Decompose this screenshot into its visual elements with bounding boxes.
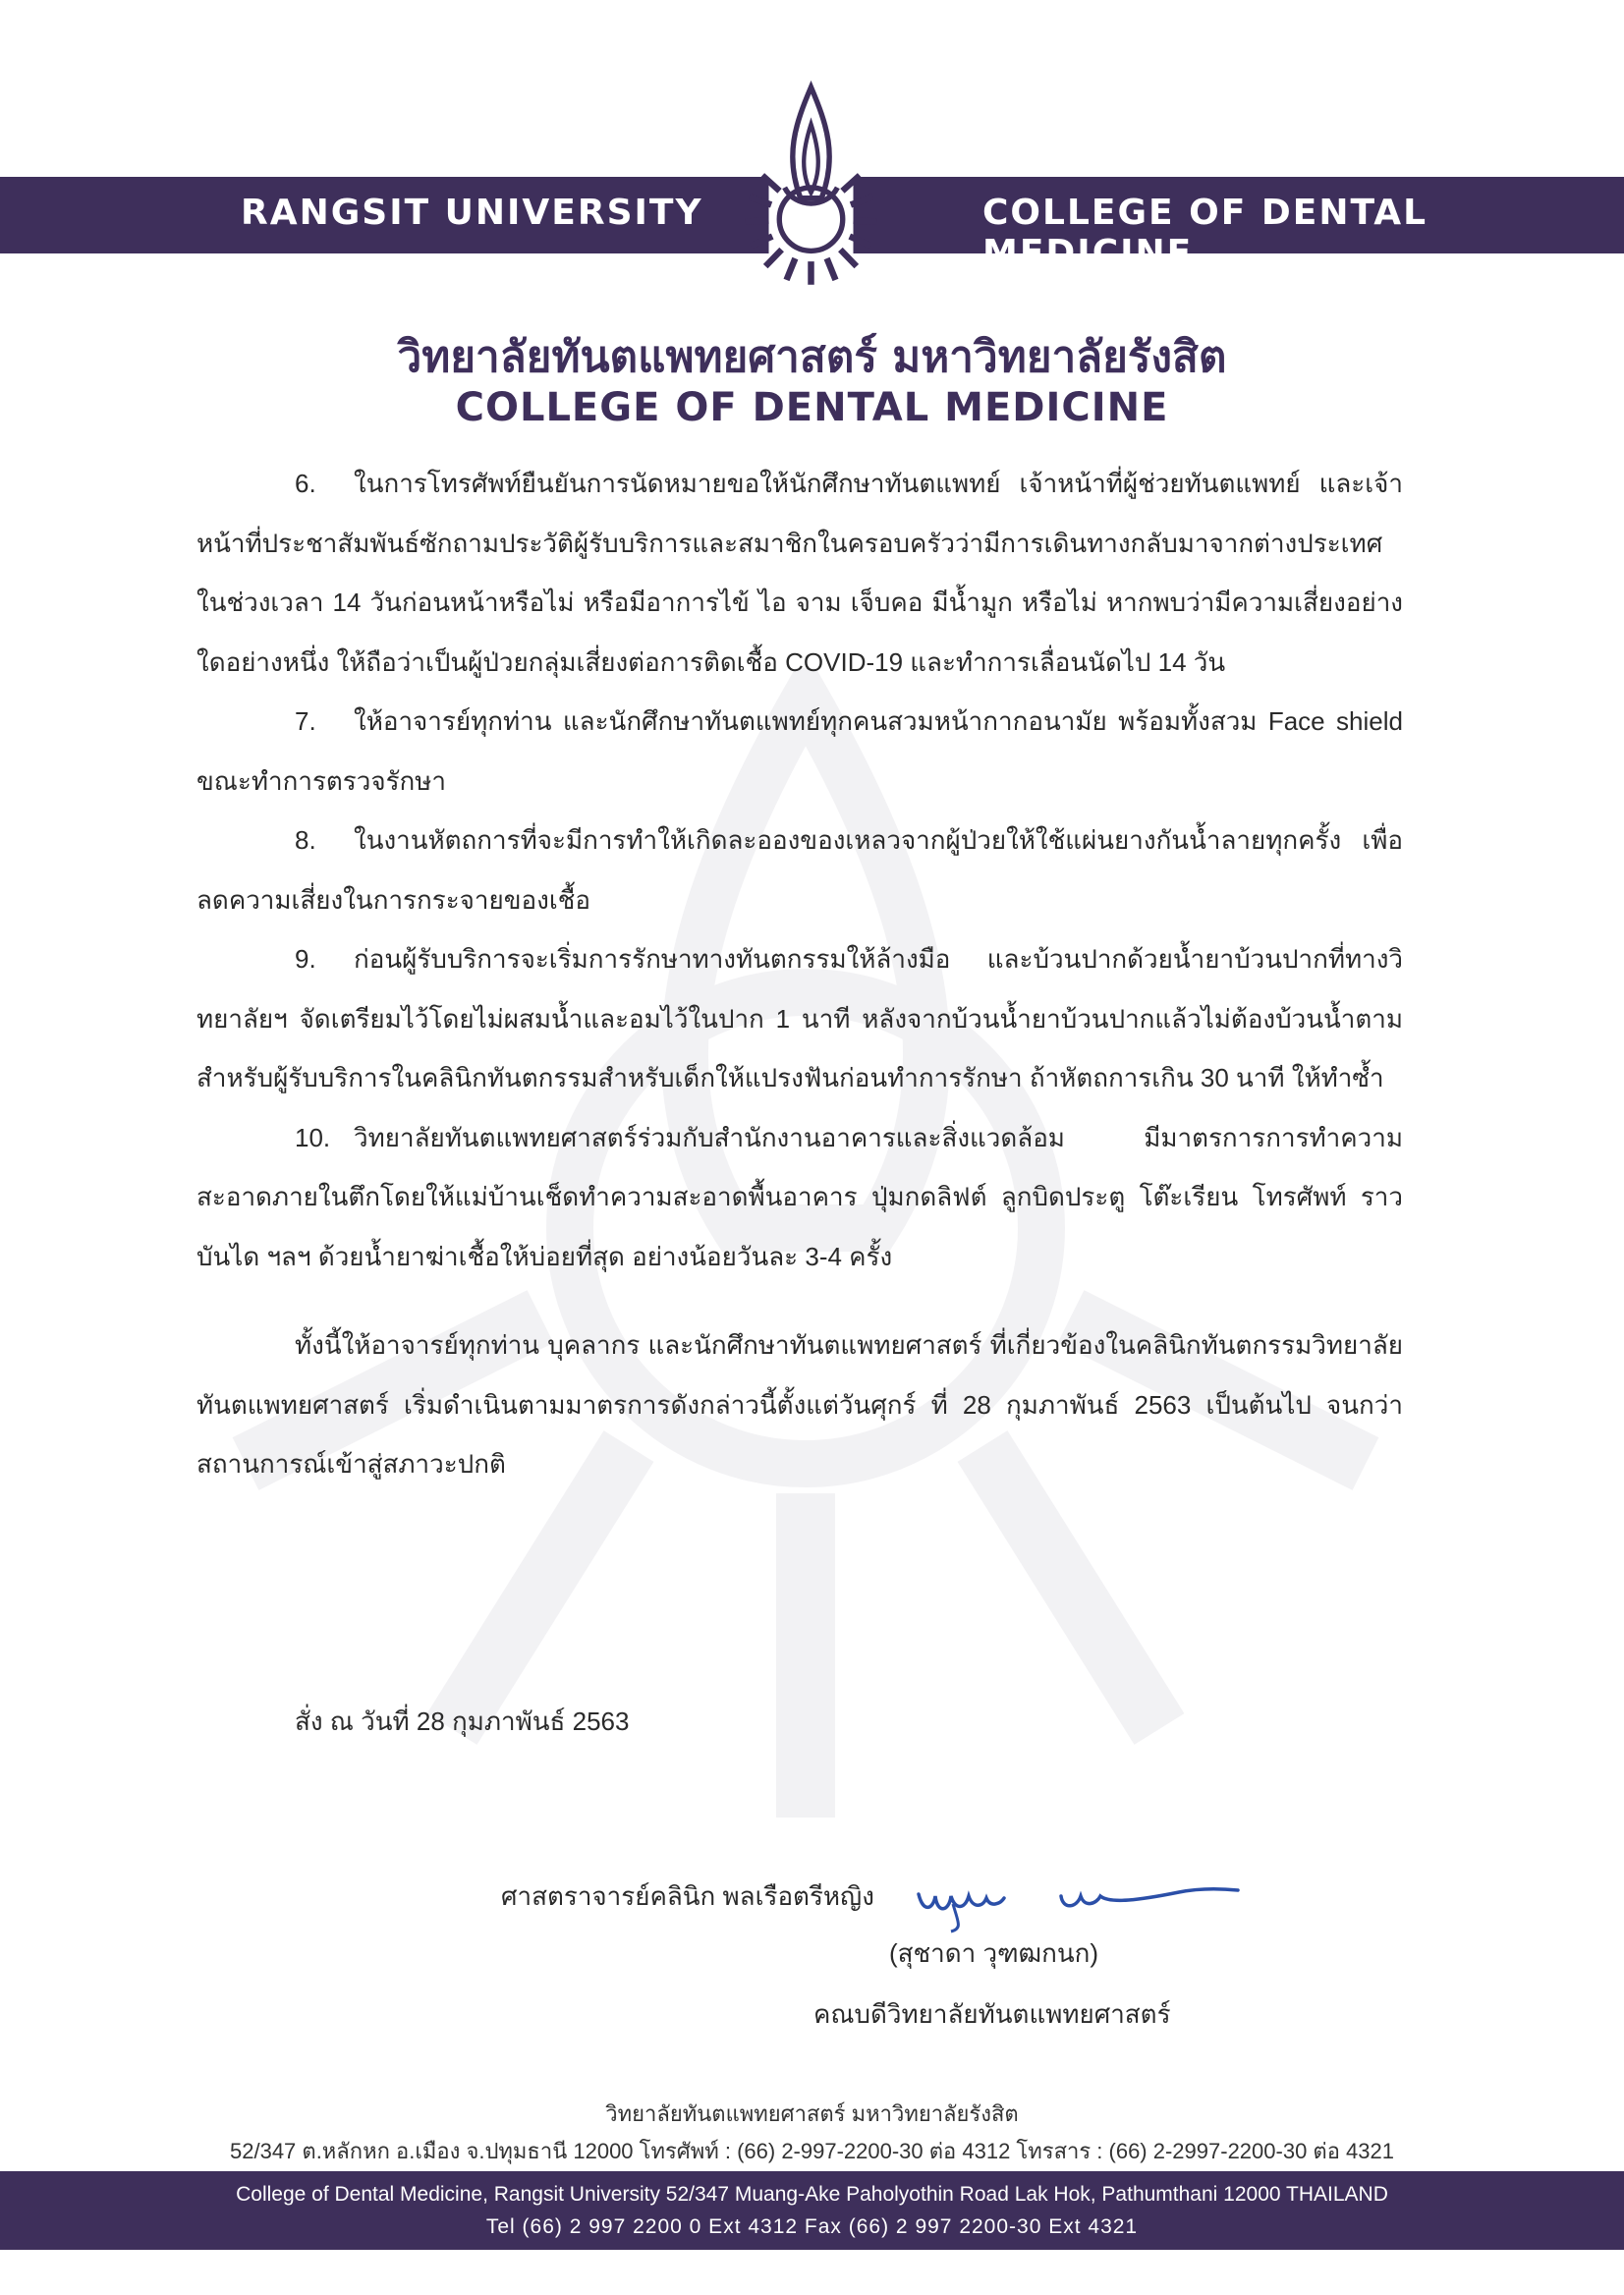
order-date: สั่ง ณ วันที่ 28 กุมภาพันธ์ 2563 — [295, 1707, 630, 1736]
item-text: ก่อนผู้รับบริการจะเริ่มการรักษาทางทันตกรรมให้ล้างมือ และบ้วนปากด้วยน้ำยาบ้วนปากที่ทางวิทยาลัยฯ จัดเตรียมไว้โดยไม่ผสมน้ำและอมไว้ในปาก 1 นาที หลังจากบ้วนน้ำยาบ้วนปากแล้วไม่ต้องบ้วนน้ำตาม สำหรับผู้รับบริการในคลินิกทันตกรรมสำหรับเด็กให้แปรงฟันก่อนทำการรักษา ถ้าหัตถการเกิน 30 นาที ให้ทำซ้ำ — [196, 944, 1403, 1092]
item-number: 10. — [295, 1122, 331, 1152]
item-number: 6. — [295, 469, 316, 498]
list-item — [196, 454, 1403, 692]
item-number: 9. — [295, 944, 316, 974]
document-body — [196, 454, 1403, 1494]
page-title-thai: วิทยาลัยทันตแพทยศาสตร์ มหาวิทยาลัยรังสิต — [397, 332, 1227, 382]
signer-name: (สุชาดา วุฑฒกนก) — [889, 1938, 1099, 1968]
item-number: 8. — [295, 825, 316, 855]
item-text: ในงานหัตถการที่จะมีการทำให้เกิดละอองของเหลวจากผู้ป่วยให้ใช้แผ่นยางกันน้ำลายทุกครั้ง เพื่อลดความเสี่ยงในการกระจายของเชื้อ — [196, 825, 1403, 915]
header-college-name: COLLEGE OF DENTAL MEDICINE — [982, 193, 1428, 273]
list-item — [196, 692, 1403, 811]
footer-english-address: College of Dental Medicine, Rangsit University 52/347 Muang-Ake Paholyothin Road Lak Hok, Pathumthani 12000 THAILAND — [236, 2183, 1388, 2206]
header-university-name: RANGSIT UNIVERSITY — [241, 193, 703, 233]
footer-thai-address: 52/347 ต.หลักหก อ.เมือง จ.ปทุมธานี 12000 โทรศัพท์ : (66) 2-997-2200-30 ต่อ 4312 โทรสาร : (66) 2-2997-2200-30 ต่อ 4321 — [230, 2139, 1394, 2163]
handwritten-signature — [914, 1875, 1248, 1933]
closing-paragraph: ทั้งนี้ให้อาจารย์ทุกท่าน บุคลากร และนักศึกษาทันตแพทยศาสตร์ ที่เกี่ยวข้องในคลินิกทันตกรรมวิทยาลัยทันตแพทยศาสตร์ เริ่มดำเนินตามมาตรการดังกล่าวนี้ตั้งแต่วันศุกร์ ที่ 28 กุมภาพันธ์ 2563 เป็นต้นไป จนกว่าสถานการณ์เข้าสู่สภาวะปกติ — [196, 1330, 1403, 1479]
item-text: ในการโทรศัพท์ยืนยันการนัดหมายขอให้นักศึกษาทันตแพทย์ เจ้าหน้าที่ผู้ช่วยทันตแพทย์ และเจ้าหน้าที่ประชาสัมพันธ์ซักถามประวัติผู้รับบริการและสมาชิกในครอบครัวว่ามีการเดินทางกลับมาจากต่างประเทศในช่วงเวลา 14 วันก่อนหน้าหรือไม่ หรือมีอาการไข้ ไอ จาม เจ็บคอ มีน้ำมูก หรือไม่ หากพบว่ามีความเสี่ยงอย่างใดอย่างหนึ่ง ให้ถือว่าเป็นผู้ป่วยกลุ่มเสี่ยงต่อการติดเชื้อ COVID-19 และทำการเลื่อนนัดไป 14 วัน — [196, 469, 1403, 677]
item-text: ให้อาจารย์ทุกท่าน และนักศึกษาทันตแพทย์ทุกคนสวมหน้ากากอนามัย พร้อมทั้งสวม Face shield ขณะทำการตรวจรักษา — [196, 706, 1403, 796]
list-item — [196, 1108, 1403, 1287]
page-title-english: COLLEGE OF DENTAL MEDICINE — [455, 385, 1169, 430]
signer-title: ศาสตราจารย์คลินิก พลเรือตรีหญิง — [501, 1881, 874, 1911]
item-text: วิทยาลัยทันตแพทยศาสตร์ร่วมกับสำนักงานอาคารและสิ่งแวดล้อม มีมาตรการการทำความสะอาดภายในตึกโดยให้แม่บ้านเช็ดทำความสะอาดพื้นอาคาร ปุ่มกดลิฟต์ ลูกบิดประตู โต๊ะเรียน โทรศัพท์ ราวบันได ฯลฯ ด้วยน้ำยาฆ่าเชื้อให้บ่อยที่สุด อย่างน้อยวันละ 3-4 ครั้ง — [196, 1122, 1403, 1271]
rangsit-logo-icon — [705, 77, 917, 288]
footer-english-contact: Tel (66) 2 997 2200 0 Ext 4312 Fax (66) 2 997 2200-30 Ext 4321 — [485, 2215, 1139, 2238]
list-item — [196, 811, 1403, 929]
footer-thai-name: วิทยาลัยทันตแพทยศาสตร์ มหาวิทยาลัยรังสิต — [605, 2101, 1019, 2126]
item-number: 7. — [295, 706, 316, 736]
signer-position: คณบดีวิทยาลัยทันตแพทยศาสตร์ — [813, 1999, 1171, 2029]
list-item — [196, 929, 1403, 1108]
